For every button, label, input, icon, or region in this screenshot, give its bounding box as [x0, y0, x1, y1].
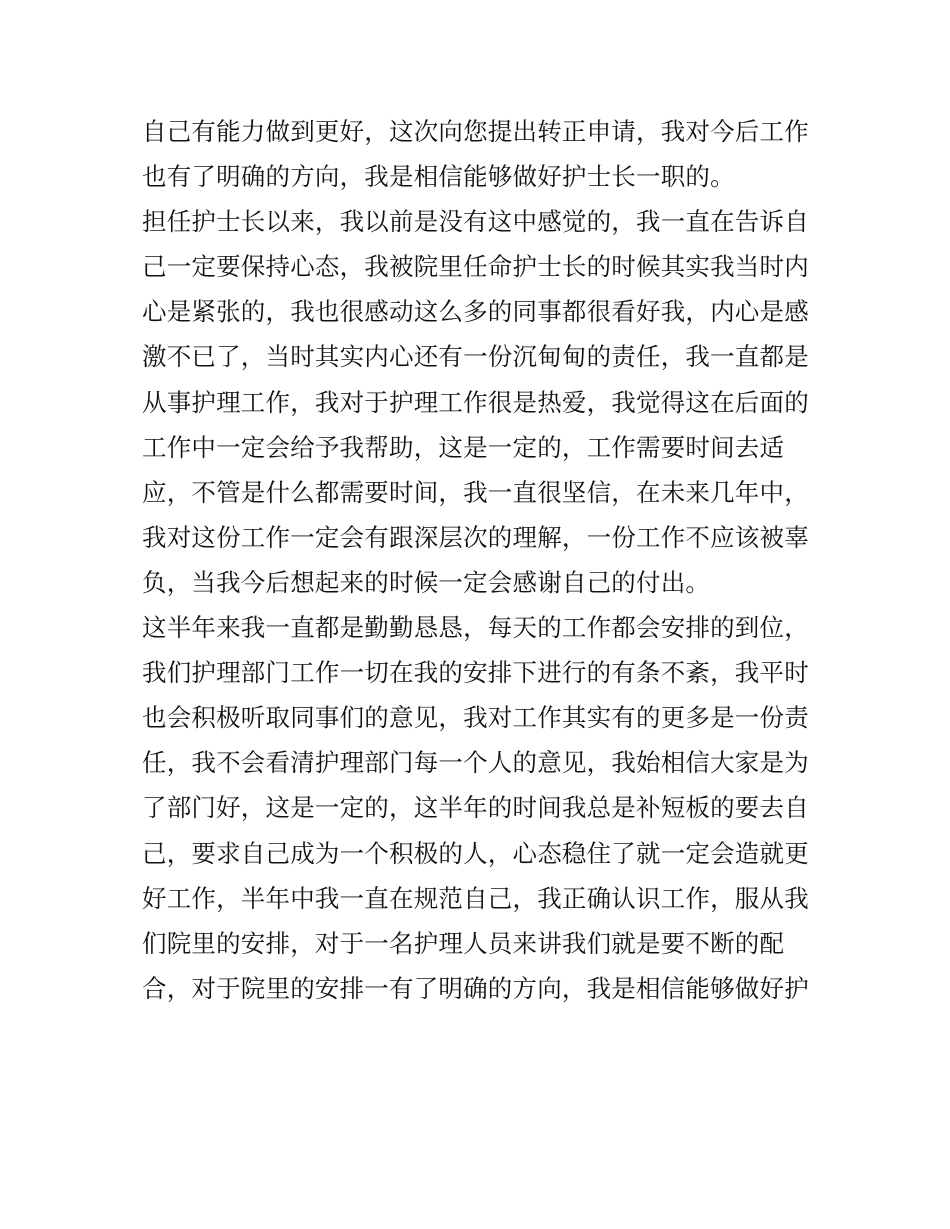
text-line: 应，不管是什么都需要时间，我一直很坚信，在未来几年中， [142, 477, 809, 507]
text-line: 担任护士长以来，我以前是没有这中感觉的，我一直在告诉自 [142, 207, 809, 237]
text-line: 己一定要保持心态，我被院里任命护士长的时候其实我当时内 [142, 252, 809, 282]
text-line: 心是紧张的，我也很感动这么多的同事都很看好我，内心是感 [142, 297, 809, 327]
text-line: 负，当我今后想起来的时候一定会感谢自己的付出。 [142, 567, 711, 597]
text-line: 从事护理工作，我对于护理工作很是热爱，我觉得这在后面的 [142, 387, 809, 417]
text-line: 了部门好，这是一定的，这半年的时间我总是补短板的要去自 [142, 793, 809, 823]
text-line: 们院里的安排，对于一名护理人员来讲我们就是要不断的配 [142, 928, 785, 958]
text-line: 我对这份工作一定会有跟深层次的理解，一份工作不应该被辜 [142, 522, 809, 552]
text-line: 合，对于院里的安排一有了明确的方向，我是相信能够做好护 [142, 973, 809, 1003]
text-line: 好工作，半年中我一直在规范自己，我正确认识工作，服从我 [142, 883, 809, 913]
text-line: 任，我不会看清护理部门每一个人的意见，我始相信大家是为 [142, 748, 809, 778]
text-line: 也会积极听取同事们的意见，我对工作其实有的更多是一份责 [142, 703, 809, 733]
text-line: 工作中一定会给予我帮助，这是一定的，工作需要时间去适 [142, 432, 785, 462]
text-line: 自己有能力做到更好，这次向您提出转正申请，我对今后工作 [142, 117, 809, 146]
text-line: 激不已了，当时其实内心还有一份沉甸甸的责任，我一直都是 [142, 342, 809, 372]
body-text [142, 109, 822, 1011]
text-line: 我们护理部门工作一切在我的安排下进行的有条不紊，我平时 [142, 658, 809, 688]
text-line: 己，要求自己成为一个积极的人，心态稳住了就一定会造就更 [142, 838, 809, 868]
text-line: 也有了明确的方向，我是相信能够做好护士长一职的。 [142, 162, 735, 192]
text-line: 这半年来我一直都是勤勤恳恳，每天的工作都会安排的到位， [142, 613, 809, 643]
